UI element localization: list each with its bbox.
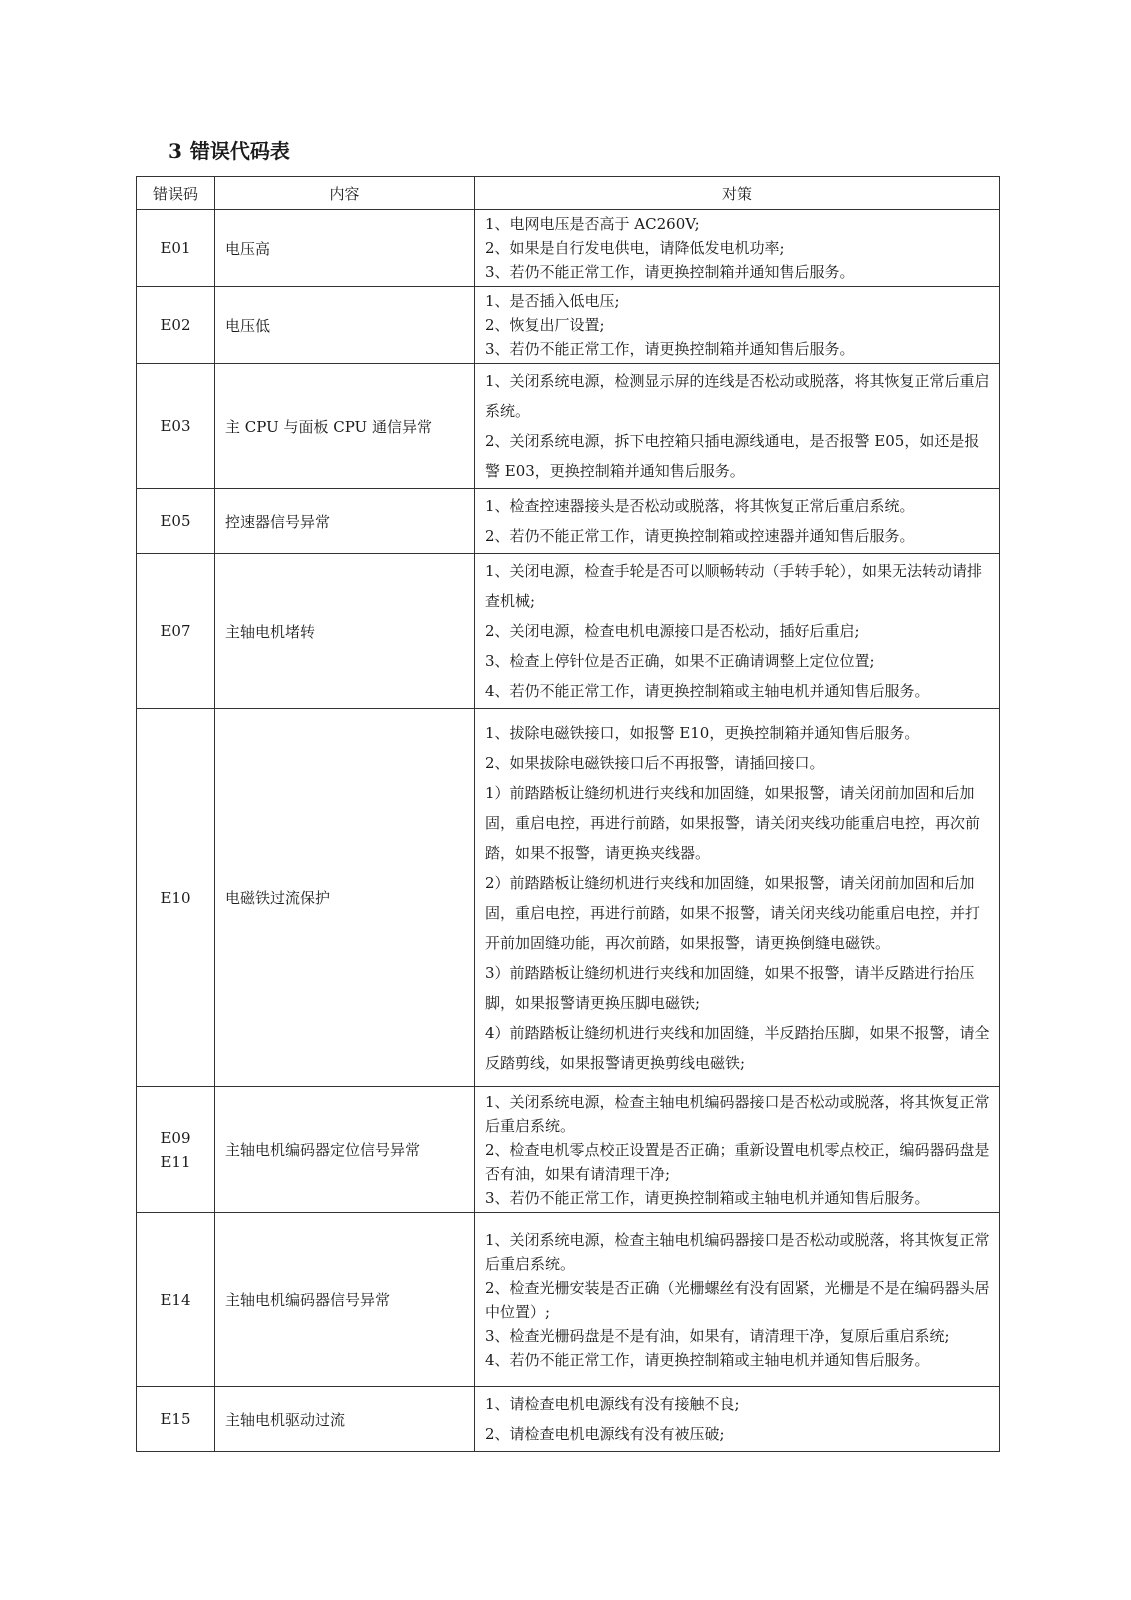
countermeasure-step: 1、关闭系统电源，检查主轴电机编码器接口是否松动或脱落，将其恢复正常后重启系统。 [485, 1230, 990, 1273]
countermeasure-cell [475, 1087, 1000, 1213]
error-code: E02 [160, 316, 191, 334]
error-code: E14 [160, 1290, 191, 1309]
countermeasure-step: 2、若仍不能正常工作，请更换控制箱或控速器并通知售后服务。 [485, 527, 915, 545]
error-code-cell [137, 210, 215, 287]
countermeasure-step: 1、请检查电机电源线有没有接触不良; [485, 1395, 740, 1413]
error-code-table [136, 176, 1000, 1452]
countermeasure-cell [475, 1213, 1000, 1387]
table-row [137, 1213, 1000, 1387]
error-description: 主轴电机编码器定位信号异常 [215, 1087, 475, 1213]
error-description: 电磁铁过流保护 [215, 709, 475, 1087]
countermeasure-step: 3、若仍不能正常工作，请更换控制箱并通知售后服务。 [485, 340, 855, 358]
countermeasure-step: 2、如果拔除电磁铁接口后不再报警，请插回接口。 [485, 753, 825, 772]
countermeasure-cell [475, 709, 1000, 1087]
table-row [137, 1087, 1000, 1213]
table-header-row [137, 177, 1000, 210]
countermeasure-step: 4、若仍不能正常工作，请更换控制箱或主轴电机并通知售后服务。 [485, 1350, 930, 1369]
countermeasure-step: 3、检查光栅码盘是不是有油，如果有，请清理干净，复原后重启系统; [485, 1326, 950, 1345]
table-row [137, 364, 1000, 489]
countermeasure-cell [475, 554, 1000, 709]
error-description: 电压高 [215, 210, 475, 287]
table-row [137, 709, 1000, 1087]
error-description: 控速器信号异常 [215, 489, 475, 554]
countermeasure-step: 2、关闭电源，检查电机电源接口是否松动，插好后重启; [485, 622, 860, 640]
section-title: 错误代码表 [189, 139, 290, 163]
header-code: 错误码 [137, 177, 215, 210]
error-code: E05 [160, 512, 191, 530]
table-body [137, 210, 1000, 1452]
error-code: E10 [160, 888, 191, 907]
countermeasure-step: 2、关闭系统电源，拆下电控箱只插电源线通电，是否报警 E05，如还是报警 E03，更换控制箱并通知售后服务。 [485, 432, 980, 480]
countermeasure-cell [475, 364, 1000, 489]
error-code-cell [137, 554, 215, 709]
error-description: 电压低 [215, 287, 475, 364]
table-row [137, 210, 1000, 287]
error-code-cell [137, 1213, 215, 1387]
countermeasure-step: 3、若仍不能正常工作，请更换控制箱并通知售后服务。 [485, 263, 855, 281]
table-row [137, 554, 1000, 709]
countermeasure-step: 1、关闭系统电源，检查主轴电机编码器接口是否松动或脱落，将其恢复正常后重启系统。 [485, 1092, 990, 1135]
countermeasure-step: 3、若仍不能正常工作，请更换控制箱或主轴电机并通知售后服务。 [485, 1188, 930, 1207]
countermeasure-step: 4、若仍不能正常工作，请更换控制箱或主轴电机并通知售后服务。 [485, 682, 930, 700]
table-row [137, 287, 1000, 364]
countermeasure-step: 3）前踏踏板让缝纫机进行夹线和加固缝，如果不报警，请半反踏进行抬压脚，如果报警请更换压脚电磁铁; [485, 963, 975, 1012]
countermeasure-step: 2、恢复出厂设置; [485, 316, 605, 334]
countermeasure-cell [475, 489, 1000, 554]
countermeasure-step: 4）前踏踏板让缝纫机进行夹线和加固缝，半反踏抬压脚，如果不报警，请全反踏剪线，如果报警请更换剪线电磁铁; [485, 1023, 990, 1072]
countermeasure-cell [475, 287, 1000, 364]
countermeasure-step: 1）前踏踏板让缝纫机进行夹线和加固缝，如果报警，请关闭前加固和后加固，重启电控，再进行前踏，如果报警，请关闭夹线功能重启电控，再次前踏，如果不报警，请更换夹线器。 [485, 783, 981, 862]
countermeasure-step: 1、关闭电源，检查手轮是否可以顺畅转动（手转手轮），如果无法转动请排查机械; [485, 562, 983, 610]
countermeasure-step: 1、检查控速器接头是否松动或脱落，将其恢复正常后重启系统。 [485, 497, 915, 515]
countermeasure-step: 1、拔除电磁铁接口，如报警 E10，更换控制箱并通知售后服务。 [485, 723, 920, 742]
section-heading [168, 135, 298, 164]
error-code-cell [137, 709, 215, 1087]
countermeasure-step: 3、检查上停针位是否正确，如果不正确请调整上定位位置; [485, 652, 875, 670]
countermeasure-cell [475, 210, 1000, 287]
error-description: 主轴电机驱动过流 [215, 1387, 475, 1452]
countermeasure-step: 1、电网电压是否高于 AC260V; [485, 215, 700, 233]
error-description: 主 CPU 与面板 CPU 通信异常 [215, 364, 475, 489]
countermeasure-cell [475, 1387, 1000, 1452]
header-content: 内容 [215, 177, 475, 210]
table-row [137, 489, 1000, 554]
error-code: E03 [160, 417, 191, 435]
error-code: E09 [160, 1128, 191, 1147]
section-number: 3 [168, 139, 182, 163]
error-code-cell [137, 287, 215, 364]
error-description: 主轴电机编码器信号异常 [215, 1213, 475, 1387]
error-description: 主轴电机堵转 [215, 554, 475, 709]
error-code: E01 [160, 239, 191, 257]
countermeasure-step: 1、关闭系统电源，检测显示屏的连线是否松动或脱落，将其恢复正常后重启系统。 [485, 372, 990, 420]
countermeasure-step: 2、检查电机零点校正设置是否正确；重新设置电机零点校正，编码器码盘是否有油，如果有请清理干净; [485, 1140, 990, 1183]
error-code: E15 [160, 1410, 191, 1428]
error-code-cell [137, 1387, 215, 1452]
error-code: E07 [160, 622, 191, 640]
error-code-cell [137, 489, 215, 554]
error-code: E11 [160, 1152, 191, 1171]
countermeasure-step: 2）前踏踏板让缝纫机进行夹线和加固缝，如果报警，请关闭前加固和后加固，重启电控，再进行前踏，如果不报警，请关闭夹线功能重启电控，并打开前加固缝功能，再次前踏，如果报警，请更换倒缝电磁铁。 [485, 873, 981, 952]
countermeasure-step: 2、如果是自行发电供电，请降低发电机功率; [485, 239, 785, 257]
countermeasure-step: 2、检查光栅安装是否正确（光栅螺丝有没有固紧，光栅是不是在编码器头居中位置）; [485, 1278, 990, 1321]
error-code-cell [137, 364, 215, 489]
countermeasure-step: 2、请检查电机电源线有没有被压破; [485, 1425, 725, 1443]
header-measure: 对策 [475, 177, 1000, 210]
table-row [137, 1387, 1000, 1452]
countermeasure-step: 1、是否插入低电压; [485, 292, 620, 310]
error-code-cell [137, 1087, 215, 1213]
